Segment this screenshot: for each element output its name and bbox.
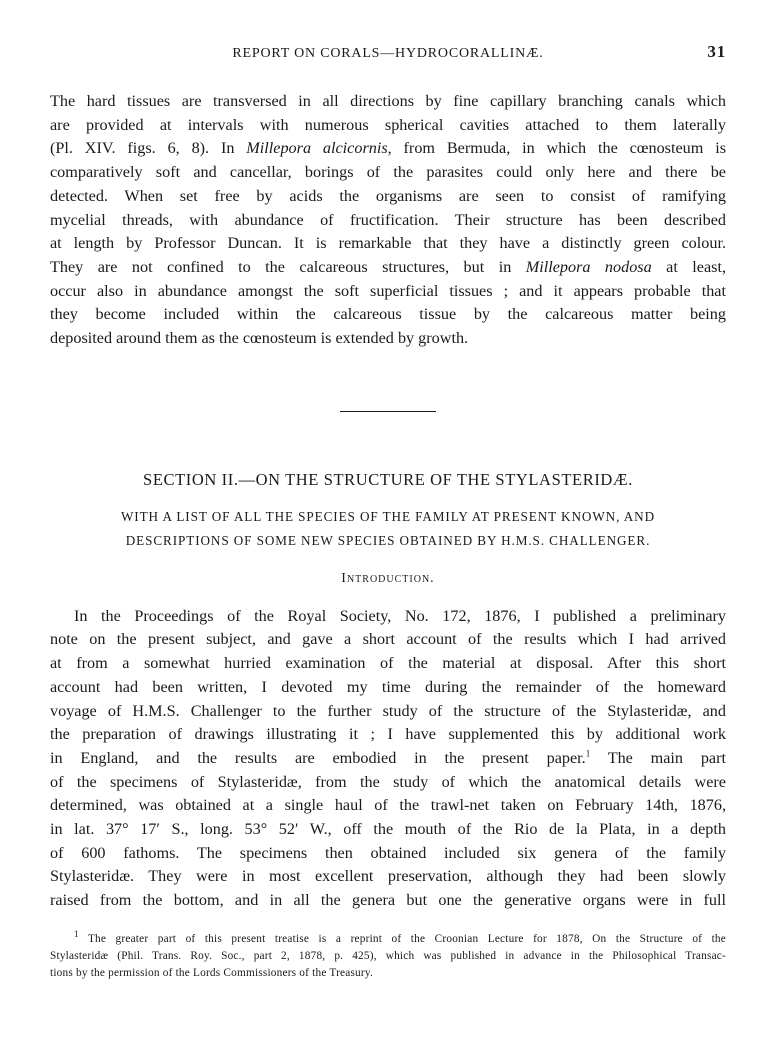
paragraph-1 — [50, 90, 726, 351]
running-title: REPORT ON CORALS—HYDROCORALLINÆ. — [232, 46, 544, 61]
paragraph-line: are provided at intervals with numerous spherical cavities attached to them laterally — [50, 115, 726, 134]
paragraph-line: account had been written, I devoted my time during the remainder of the homeward — [50, 677, 726, 696]
footnote-line: tions by the permission of the Lords Commissioners of the Treasury. — [50, 966, 373, 979]
subtitle-line: WITH A LIST OF ALL THE SPECIES OF THE FAMILY AT PRESENT KNOWN, AND — [120, 508, 656, 524]
footnote-number: 1 — [74, 929, 79, 940]
running-head — [50, 40, 726, 64]
species-name: Millepora alcicornis — [246, 139, 388, 158]
footnote — [50, 931, 726, 982]
section-divider — [340, 411, 436, 412]
section-subtitle — [50, 505, 726, 553]
paragraph-line: The hard tissues are transversed in all directions by fine capillary branching canals which — [50, 92, 726, 110]
footnote-line: $^1$ The greater part of this present treatise is a reprint of the Croonian Lecture for 1878, On the Structure of the — [74, 929, 726, 945]
paragraph-line: detected. When set free by acids the organisms are seen to consist of ramifying — [50, 186, 726, 205]
paragraph-line: in lat. 37° 17′ S., long. 53° 52′ W., off the mouth of the Rio de la Plata, in a depth — [50, 820, 726, 839]
footnote-line: Stylasteridæ (Phil. Trans. Roy. Soc., part 2, 1878, p. 425), which was published in advance in the Philosophical Transac- — [50, 949, 726, 962]
paragraph-line: They are not confined to the calcareous structures, but in Millepora nodosa at least, — [50, 257, 726, 276]
subtitle-line: DESCRIPTIONS OF SOME NEW SPECIES OBTAINED BY H.M.S. CHALLENGER. — [125, 532, 651, 548]
paragraph-line: determined, was obtained at a single haul of the trawl-net taken on February 14th, 1876, — [50, 796, 726, 815]
paragraph-line: occur also in abundance amongst the soft superficial tissues ; and it appears probable that — [50, 281, 726, 300]
paragraph-line: at length by Professor Duncan. It is remarkable that they have a distinctly green colour. — [50, 234, 726, 253]
introduction-heading: Introduction. — [341, 570, 435, 586]
paragraph-2 — [50, 605, 726, 913]
footnote-marker[interactable]: 1 — [585, 748, 591, 759]
paragraph-line: of 600 fathoms. The specimens then obtained included six genera of the family — [50, 843, 726, 862]
paragraph-line: raised from the bottom, and in all the genera but one the generative organs were in full — [50, 891, 726, 910]
section-title: SECTION II.—ON THE STRUCTURE OF THE STYLASTERIDÆ. — [143, 469, 633, 489]
paragraph-line: mycelial threads, with abundance of fructification. Their structure has been described — [50, 210, 726, 229]
page-number: 31 — [707, 42, 726, 61]
paragraph-line: of the specimens of Stylasteridæ, from the study of which the anatomical details were — [50, 772, 726, 791]
paragraph-line: in England, and the results are embodied in the present paper.$^1$ The main part — [50, 748, 726, 767]
paragraph-line: Stylasteridæ. They were in most excellent preservation, although they had been slowly — [50, 867, 726, 886]
paragraph-line: at from a somewhat hurried examination of the material at disposal. After this short — [50, 654, 726, 673]
paragraph-line: voyage of H.M.S. Challenger to the further study of the structure of the Stylasteridæ, and — [50, 701, 726, 720]
paragraph-line: In the Proceedings of the Royal Society, No. 172, 1876, I published a preliminary — [74, 606, 726, 625]
paragraph-line: they become included within the calcareous tissue by the calcareous matter being — [50, 305, 726, 324]
paragraph-line: note on the present subject, and gave a short account of the results which I had arrived — [50, 630, 726, 649]
paragraph-line: (Pl. XIV. figs. 6, 8). In Millepora alcicornis, from Bermuda, in which the cœnosteum is — [50, 139, 726, 158]
paragraph-line: deposited around them as the cœnosteum is extended by growth. — [50, 329, 469, 348]
species-name: Millepora nodosa — [525, 257, 652, 276]
paragraph-line: the preparation of drawings illustrating it ; I have supplemented this by additional work — [50, 725, 726, 744]
paragraph-line: comparatively soft and cancellar, borings of the parasites could only here and there be — [50, 163, 726, 182]
page — [50, 40, 726, 982]
